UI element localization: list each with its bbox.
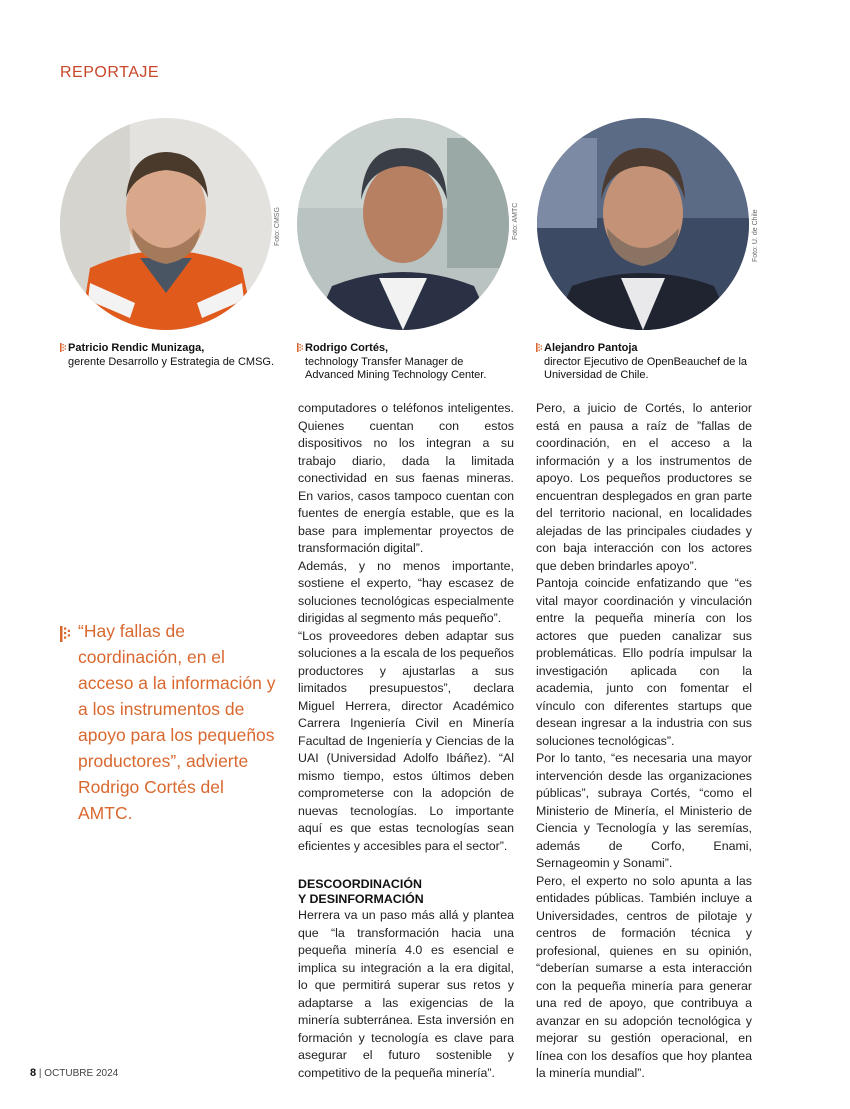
- profile-role: gerente Desarrollo y Estrategia de CMSG.: [68, 355, 275, 368]
- page-footer: [30, 1067, 118, 1079]
- portrait-alejandro-pantoja: [537, 118, 749, 330]
- issue-date: OCTUBRE 2024: [44, 1068, 119, 1079]
- photo-credit: Foto: CMSG: [274, 207, 281, 246]
- photo-credit: Foto: AMTC: [512, 202, 519, 240]
- profile-caption: [297, 342, 497, 383]
- bullet-mark-icon: [297, 343, 304, 352]
- subheading: DESCOORDINACIÓN Y DESINFORMACIÓN: [298, 877, 424, 906]
- pull-quote-text: “Hay fallas de coordinación, en el acceso a la información y a los instrumentos de apoyo para los pequeños productores”, advierte Rodrigo Cortés del AMTC.: [78, 621, 276, 823]
- profile-role: director Ejecutivo de OpenBeauchef de la Universidad de Chile.: [544, 355, 748, 381]
- body-paragraph: Pero, el experto no solo apunta a las entidades públicas. También incluye a Universidades, centros de pilotaje y centros de formación técnica y profesional, quienes en su opinión, “deberían sumarse a esta interacción con la pequeña minería para generar una red de apoyo, que contribuya a avanzar en su adopción tecnológica y mejorar su gestión operacional, en línea con los desafíos que hoy plantea la minería mundial”.: [536, 873, 752, 1080]
- body-paragraph: Pantoja coincide enfatizando que “es vital mayor coordinación y vinculación entre la pequeña minería con los actores que pueden canalizar sus problemáticas. Ello podría impulsar la investigación aplicada con la academia, junto con fomentar el vínculo con diferentes startups que desean ingresar a la industria con sus soluciones tecnológicas”.: [536, 576, 752, 748]
- profile-name: Rodrigo Cortés,: [305, 342, 389, 354]
- article-column-right: [536, 400, 752, 1083]
- profile-name: Patricio Rendic Munizaga,: [68, 342, 205, 354]
- profile-role: technology Transfer Manager de Advanced Mining Technology Center.: [305, 355, 487, 381]
- bullet-mark-icon: [536, 343, 543, 352]
- body-paragraph: Por lo tanto, “es necesaria una mayor intervención desde las organizaciones públicas”, subraya Cortés, “como el Ministerio de Minería, el Ministerio de Ciencia y Tecnología y las seremías, además de Corfo, Enami, Sernageomin y Sonami”.: [536, 751, 752, 870]
- profile-name: Alejandro Pantoja: [544, 342, 638, 354]
- body-paragraph: Herrera va un paso más allá y plantea que “la transformación hacia una pequeña minería 4.0 es esencial e implica su integración a la era digital, lo que permitirá superar sus retos y adaptarse a las exigencias de la minería subterránea. Esta inversión en formación y tecnología es clave para asegurar el futuro sostenible y competitivo de la pequeña minería”.: [298, 908, 514, 1080]
- body-paragraph: “Los proveedores deben adaptar sus soluciones a la escala de los pequeños productores y ajustarlas a sus limitados presupuestos”, declara Miguel Herrera, director Académico Carrera Ingeniería Civil en Minería Facultad de Ingeniería y Ciencias de la UAI (Universidad Adolfo Ibáñez). “Al mismo tiempo, estos últimos deben comprometerse con la adopción de nuevas tecnologías. Lo importante aquí es que estas tecnologías sean eficientes y accesibles para el sector”.: [298, 628, 514, 853]
- section-label: REPORTAJE: [60, 64, 160, 81]
- body-paragraph: Pero, a juicio de Cortés, lo anterior está en pausa a raíz de ”fallas de coordinación, en el acceso a la información y a los instrumentos de apoyo. Los pequeños productores se encuentran desplegados en gran parte del territorio nacional, en localidades alejadas de las principales ciudades y con baja interacción con los actores que deben brindarles apoyo”.: [536, 401, 752, 573]
- bullet-mark-icon: [60, 343, 67, 352]
- photo-credit: Foto: U. de Chile: [752, 209, 759, 262]
- portrait-rodrigo-cortes: [297, 118, 509, 330]
- portrait-patricio-rendic: [60, 118, 272, 330]
- quote-mark-icon: [60, 626, 72, 642]
- pull-quote: [60, 618, 280, 826]
- footer-separator: |: [38, 1068, 42, 1079]
- page-number: 8: [30, 1067, 37, 1079]
- body-paragraph: Además, y no menos importante, sostiene el experto, “hay escasez de soluciones tecnológicas especialmente dirigidas al segmento más pequeño”.: [298, 558, 514, 625]
- profile-caption: [60, 342, 285, 369]
- body-paragraph: computadores o teléfonos inteligentes. Quienes cuentan con estos dispositivos no los integran a su trabajo diario, dada la limitada conectividad en sus faenas mineras. En varios, casos tampoco cuentan con fuentes de energía estable, que es la base para implementar proyectos de transformación digital”.: [298, 401, 514, 555]
- article-column-middle: [298, 400, 514, 1082]
- profile-caption: [536, 342, 751, 383]
